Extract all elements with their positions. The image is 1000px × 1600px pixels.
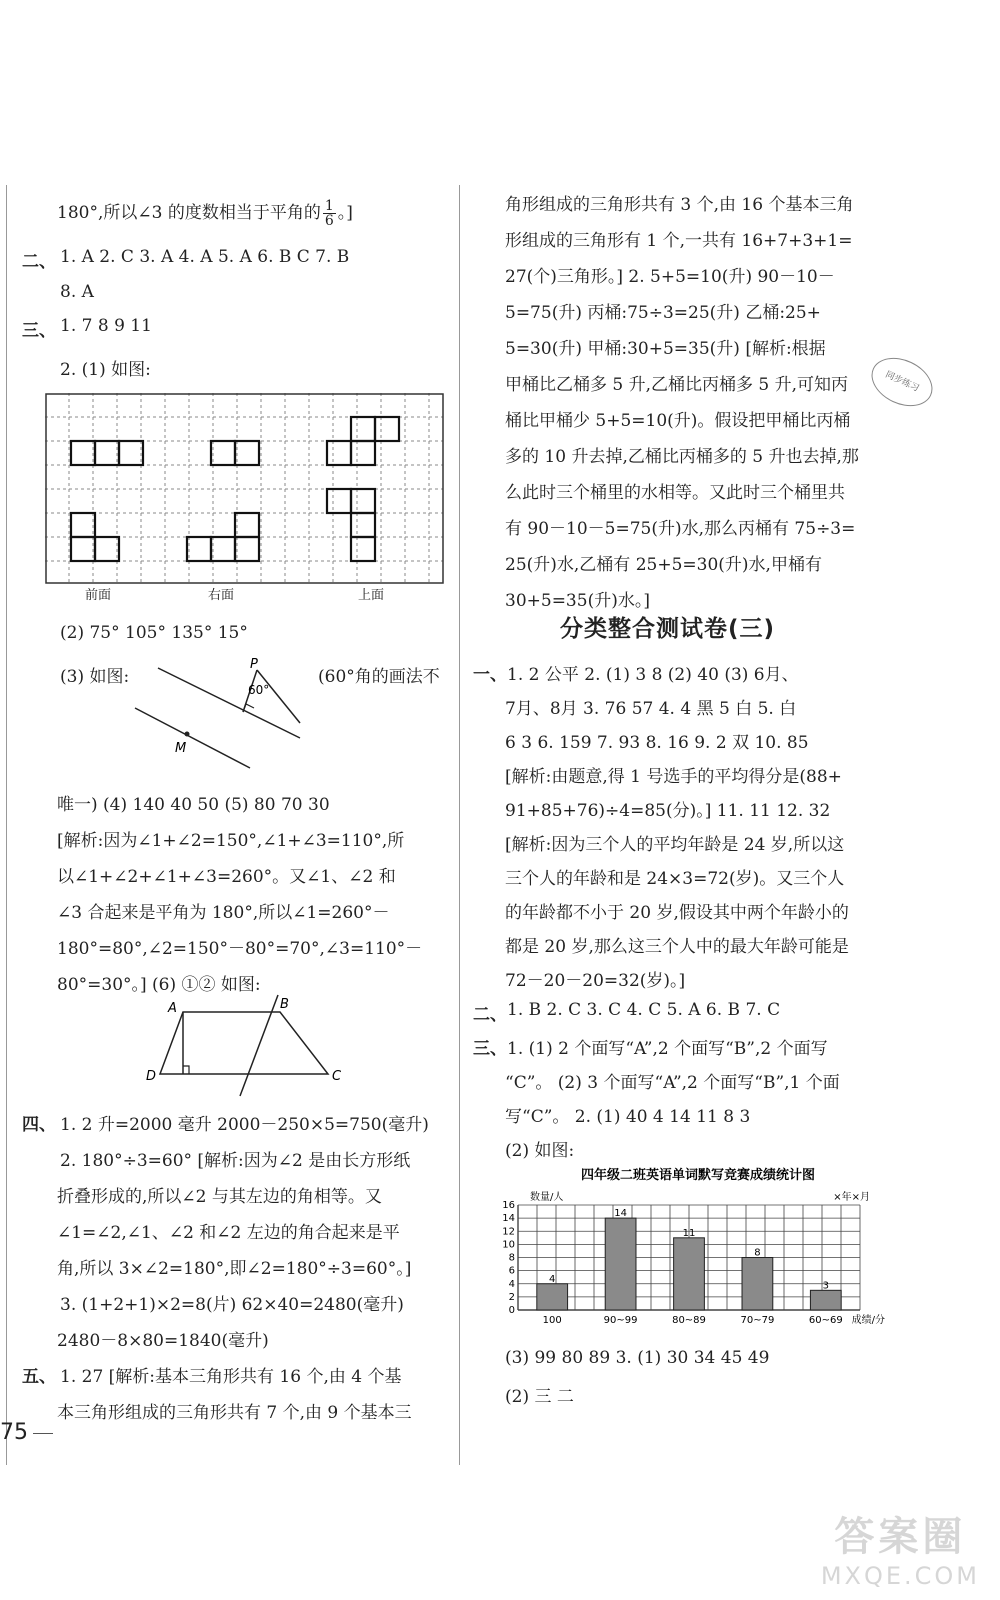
- part3-line: “C”。 (2) 3 个面写“A”,2 个面写“B”,1 个面: [505, 1073, 840, 1093]
- part1-analysis: 91+85+76)÷4=85(分)。] 11. 11 12. 32: [505, 801, 831, 821]
- text-line: 么此时三个桶里的水相等。又此时三个桶里共: [505, 483, 845, 503]
- point-m-label: M: [175, 741, 187, 756]
- section-4-number: 四、: [22, 1115, 56, 1135]
- chart-x-tick: 60~69: [808, 1315, 843, 1326]
- text-line: 5=75(升) 丙桶:75÷3=25(升) 乙桶:25+: [505, 303, 821, 323]
- text-line: 30+5=35(升)水。]: [505, 591, 650, 611]
- part3-number: 三、: [473, 1039, 507, 1059]
- chart-x-tick: 90~99: [603, 1315, 638, 1326]
- chart-bar-value-label: 3: [822, 1280, 829, 1292]
- left-column: [0, 0, 455, 1460]
- q2-3-label: (3) 如图:: [60, 667, 130, 687]
- text-line: 25(升)水,乙桶有 25+5=30(升)水,甲桶有: [505, 555, 822, 575]
- chart-x-tick: 100: [542, 1315, 562, 1326]
- chart-y-tick: 2: [508, 1291, 515, 1303]
- chart-bar: [810, 1290, 841, 1310]
- fraction: [323, 199, 336, 228]
- watermark-url: MXQE.COM: [820, 1562, 980, 1590]
- chart-date-note: ×年×月: [833, 1192, 870, 1203]
- watermark-logo-text: 答案圈: [834, 1514, 967, 1560]
- chart-bar: [742, 1258, 773, 1311]
- part2-number: 二、: [473, 1005, 507, 1025]
- q2-2-answers: (2) 75° 105° 135° 15°: [60, 623, 248, 643]
- chart-bar: [674, 1238, 705, 1310]
- label-front-view: 前面: [85, 588, 112, 603]
- part3-line: (2) 三 二: [505, 1387, 574, 1407]
- part1-analysis: 72－20－20=32(岁)。]: [505, 971, 686, 991]
- analysis-line: ∠3 合起来是平角为 180°,所以∠1=260°－: [57, 903, 390, 923]
- text-line: 甲桶比乙桶多 5 升,乙桶比丙桶多 5 升,可知丙: [505, 375, 849, 395]
- section-4-line: 角,所以 3×∠2=180°,即∠2=180°÷3=60°。]: [57, 1259, 412, 1279]
- text-line: 5=30(升) 甲桶:30+5=35(升) [解析:根据: [505, 339, 826, 359]
- section-4-line: ∠1=∠2,∠1、∠2 和∠2 左边的角合起来是平: [57, 1223, 400, 1243]
- text-line: 角形组成的三角形共有 3 个,由 16 个基本三角: [505, 195, 854, 215]
- part3-line: (3) 99 80 89 3. (1) 30 34 45 49: [505, 1348, 770, 1368]
- trapezoid-figure: [140, 990, 360, 1100]
- chart-bar: [605, 1218, 636, 1310]
- q2-3-note: (60°角的画法不: [318, 667, 440, 687]
- part2-answers: 1. B 2. C 3. C 4. C 5. A 6. B 7. C: [507, 1000, 781, 1020]
- vertex-a-label: A: [168, 1001, 177, 1016]
- vertex-b-label: B: [280, 997, 289, 1012]
- part1-line: 6 3 6. 159 7. 93 8. 16 9. 2 双 10. 85: [505, 733, 809, 753]
- section-2-answers: 1. A 2. C 3. A 4. A 5. A 6. B C 7. B: [60, 247, 350, 267]
- part3-line: (2) 如图:: [505, 1141, 575, 1161]
- text-line: 有 90－10－5=75(升)水,那么丙桶有 75÷3=: [505, 519, 856, 539]
- views-grid-figure: [45, 393, 445, 603]
- bar-chart: [490, 1165, 890, 1335]
- part1-number: 一、: [473, 665, 507, 685]
- text-line: 形组成的三角形有 1 个,一共有 16+7+3+1=: [505, 231, 853, 251]
- line-angle-fraction: [57, 198, 353, 228]
- analysis-line: 180°=80°,∠2=150°－80°=70°,∠3=110°－: [57, 939, 423, 959]
- analysis-line: [解析:因为∠1+∠2=150°,∠1+∠3=110°,所: [57, 831, 405, 851]
- point-p-label: P: [250, 657, 258, 672]
- part1-line: 1. 2 公平 2. (1) 3 8 (2) 40 (3) 6月、: [507, 665, 799, 685]
- stamp-mark: 同步练习: [864, 349, 941, 416]
- label-top-view: 上面: [358, 588, 385, 603]
- section-3-answers: 1. 7 8 9 11: [60, 316, 152, 336]
- chart-x-tick: 70~79: [740, 1315, 775, 1326]
- chart-bar: [537, 1284, 568, 1310]
- chart-bar-value-label: 11: [682, 1227, 696, 1239]
- chart-y-tick: 8: [508, 1252, 515, 1264]
- part1-analysis: 的年龄都不小于 20 岁,假设其中两个年龄小的: [505, 903, 849, 923]
- chart-y-tick: 14: [502, 1213, 515, 1225]
- chart-bar-value-label: 4: [549, 1273, 556, 1285]
- chart-y-tick: 0: [508, 1305, 515, 1316]
- test-title: 分类整合测试卷(三): [560, 616, 776, 642]
- page-number-rule: [33, 1433, 53, 1434]
- part1-analysis: 三个人的年龄和是 24×3=72(岁)。又三个人: [505, 869, 845, 889]
- section-4-line: 3. (1+2+1)×2=8(片) 62×40=2480(毫升): [60, 1295, 404, 1315]
- q2-4-5-answers: 唯一) (4) 140 40 50 (5) 80 70 30: [57, 795, 330, 815]
- vertex-d-label: D: [146, 1069, 157, 1084]
- analysis-line: 80°=30°。] (6) ①② 如图:: [57, 975, 261, 995]
- chart-y-tick: 4: [508, 1278, 515, 1290]
- angle-label: 60°: [248, 683, 270, 697]
- fraction-numerator: 1: [324, 198, 334, 214]
- chart-bars: [537, 1208, 843, 1326]
- text: 。]: [337, 203, 353, 223]
- chart-y-tick: 10: [502, 1239, 515, 1251]
- page-number: 75: [0, 1420, 28, 1445]
- section-4-line: 1. 2 升=2000 毫升 2000－250×5=750(毫升): [60, 1115, 429, 1135]
- part3-line: 1. (1) 2 个面写“A”,2 个面写“B”,2 个面写: [507, 1039, 828, 1059]
- text-line: 27(个)三角形。] 2. 5+5=10(升) 90－10－: [505, 267, 835, 287]
- text-line: 桶比甲桶少 5+5=10(升)。假设把甲桶比丙桶: [505, 411, 851, 431]
- chart-title: 四年级二班英语单词默写竞赛成绩统计图: [580, 1168, 816, 1183]
- fraction-denominator: 6: [324, 213, 334, 229]
- section-4-line: 2. 180°÷3=60° [解析:因为∠2 是由长方形纸: [60, 1151, 411, 1171]
- part3-line: 写“C”。 2. (1) 40 4 14 11 8 3: [505, 1107, 751, 1127]
- part1-analysis: [解析:因为三个人的平均年龄是 24 岁,所以这: [505, 835, 845, 855]
- section-5-line: 1. 27 [解析:基本三角形共有 16 个,由 4 个基: [60, 1367, 402, 1387]
- section-5-line: 本三角形组成的三角形共有 7 个,由 9 个基本三: [57, 1403, 412, 1423]
- chart-y-tick: 12: [502, 1226, 515, 1238]
- part1-analysis: [解析:由题意,得 1 号选手的平均得分是(88+: [505, 767, 842, 787]
- text: 180°,所以∠3 的度数相当于平角的: [57, 203, 321, 223]
- chart-x-tick: 80~89: [672, 1315, 706, 1326]
- chart-y-tick: 6: [508, 1265, 515, 1277]
- part1-analysis: 都是 20 岁,那么这三个人中的最大年龄可能是: [505, 937, 849, 957]
- column-divider: [459, 185, 460, 1465]
- watermark: [821, 1505, 980, 1590]
- chart-y-label: 数量/人: [530, 1192, 564, 1203]
- vertex-c-label: C: [332, 1069, 342, 1084]
- part1-line: 7月、8月 3. 76 57 4. 4 黑 5 白 5. 白: [505, 699, 797, 719]
- chart-bar-value-label: 8: [754, 1247, 761, 1259]
- section-2-number: 二、: [22, 252, 56, 272]
- section-4-line: 2480－8×80=1840(毫升): [57, 1331, 269, 1351]
- chart-y-tick: 16: [502, 1200, 515, 1211]
- chart-x-label: 成绩/分: [851, 1315, 885, 1326]
- analysis-line: 以∠1+∠2+∠1+∠3=260°。又∠1、∠2 和: [57, 867, 396, 887]
- q2-label: 2. (1) 如图:: [60, 360, 151, 380]
- parallel-lines-figure: [130, 650, 310, 780]
- section-3-number: 三、: [22, 321, 56, 341]
- section-5-number: 五、: [22, 1367, 56, 1387]
- label-right-view: 右面: [208, 588, 235, 603]
- text-line: 多的 10 升去掉,乙桶比丙桶多的 5 升也去掉,那: [505, 447, 859, 467]
- chart-bar-value-label: 14: [614, 1208, 627, 1220]
- section-2-answers-2: 8. A: [60, 282, 94, 302]
- section-4-line: 折叠形成的,所以∠2 与其左边的角相等。又: [57, 1187, 382, 1207]
